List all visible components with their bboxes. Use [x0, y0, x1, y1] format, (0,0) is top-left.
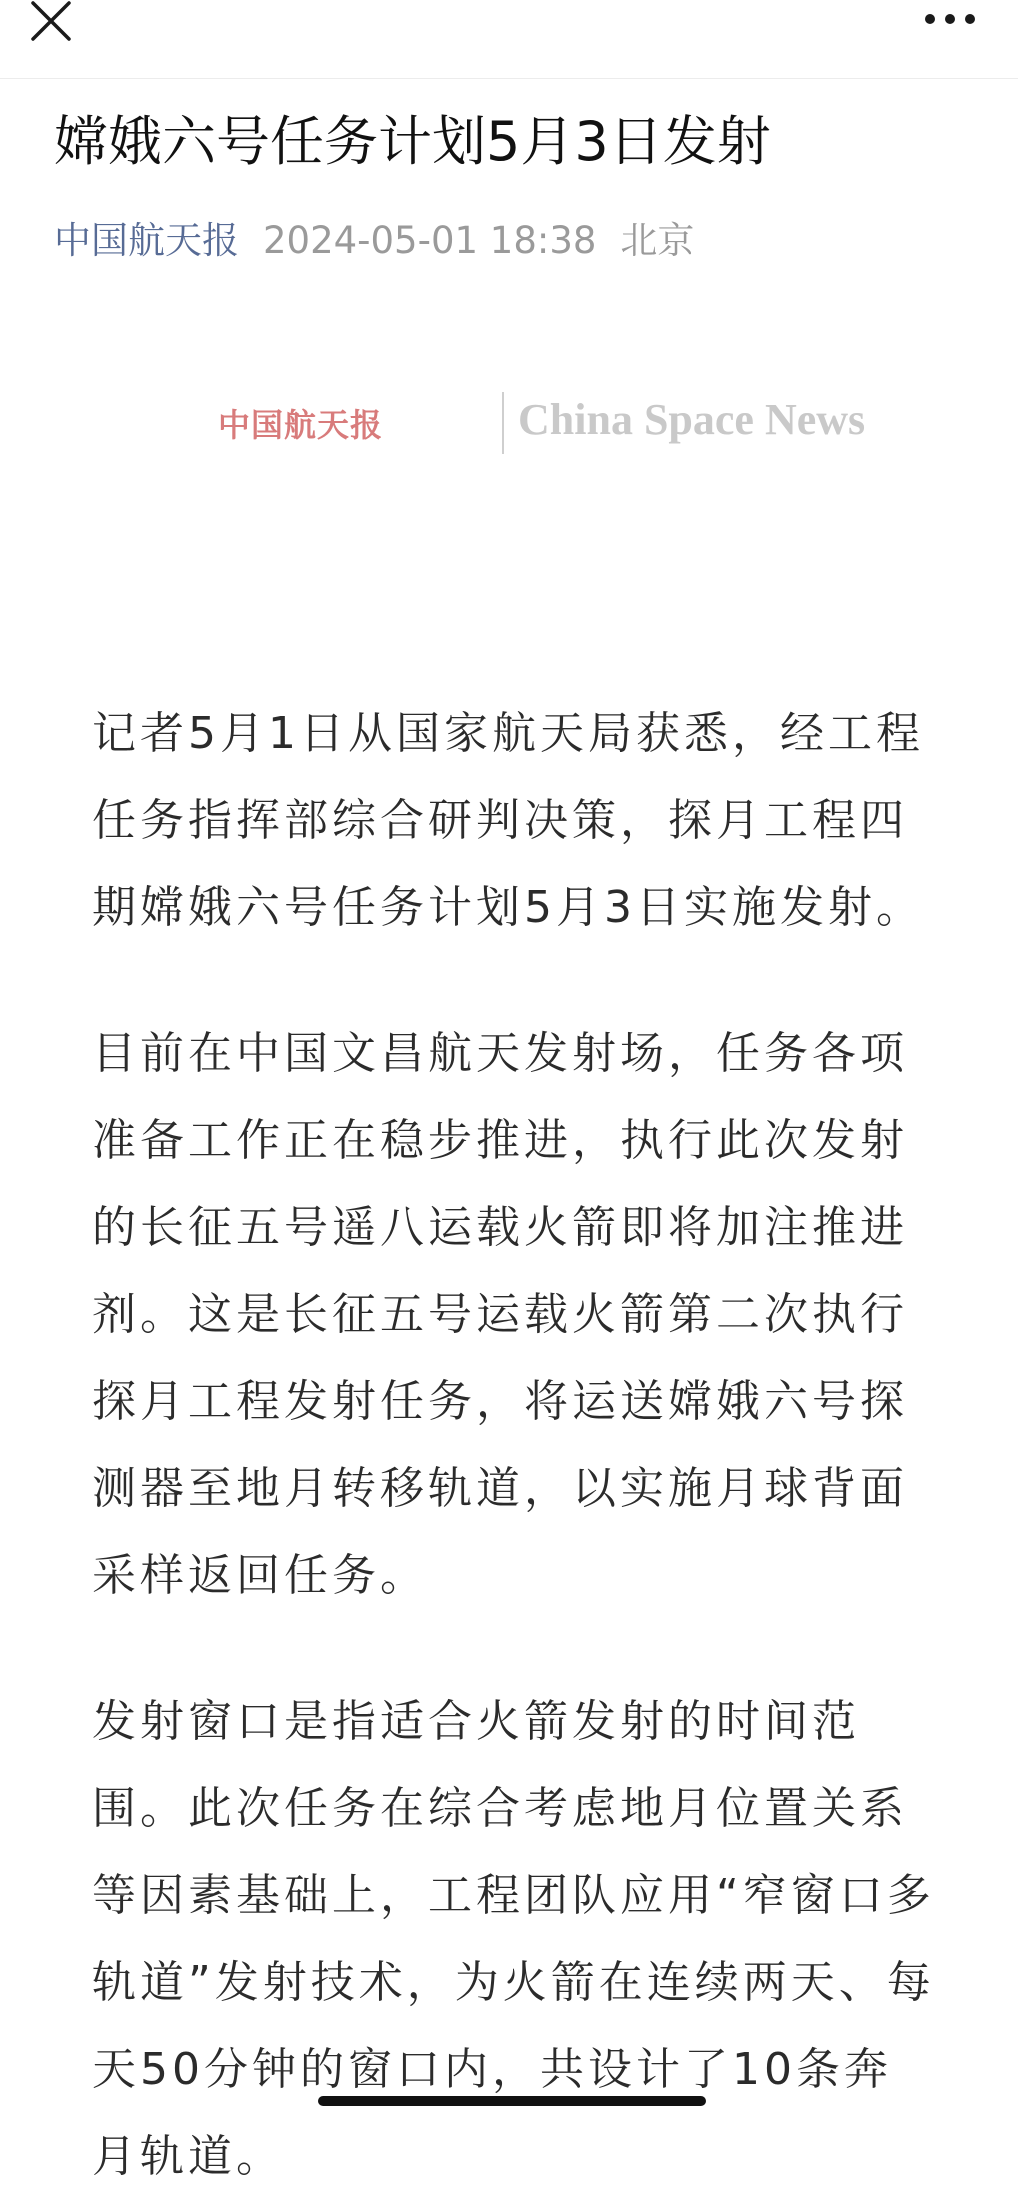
article-paragraph: 目前在中国文昌航天发射场，任务各项准备工作正在稳步推进，执行此次发射的长征五号遥八运载火箭即将加注推进剂。这是长征五号运载火箭第二次执行探月工程发射任务，将运送嫦娥六号探测器至地月转移轨道，以实施月球背面采样返回任务。 — [92, 1028, 908, 1601]
publish-time: 2024-05-01 18:38 — [263, 219, 597, 262]
more-icon — [922, 4, 978, 34]
top-divider — [0, 78, 1018, 79]
close-icon — [28, 0, 74, 46]
banner-english-logo: China Space News — [518, 395, 866, 444]
close-button[interactable] — [28, 0, 74, 46]
article-paragraph: 发射窗口是指适合火箭发射的时间范围。此次任务在综合考虑地月位置关系等因素基础上，工程团队应用“窄窗口多轨道”发射技术，为火箭在连续两天、每天50分钟的窗口内，共设计了10条奔月轨道。 — [92, 1696, 935, 2182]
banner-chinese-logo: 中国航天报 — [218, 406, 384, 444]
more-button[interactable] — [922, 4, 978, 34]
article-meta — [54, 216, 694, 266]
banner-separator — [502, 392, 504, 454]
newspaper-banner — [214, 392, 934, 458]
publish-location: 北京 — [620, 219, 695, 262]
article-paragraph: 记者5月1日从国家航天局获悉，经工程任务指挥部综合研判决策，探月工程四期嫦娥六号任务计划5月3日实施发射。 — [92, 708, 924, 933]
home-indicator[interactable] — [318, 2096, 706, 2106]
top-bar — [0, 0, 1018, 78]
source-link[interactable]: 中国航天报 — [54, 219, 239, 262]
article-title: 嫦娥六号任务计划5月3日发射 — [54, 110, 771, 173]
